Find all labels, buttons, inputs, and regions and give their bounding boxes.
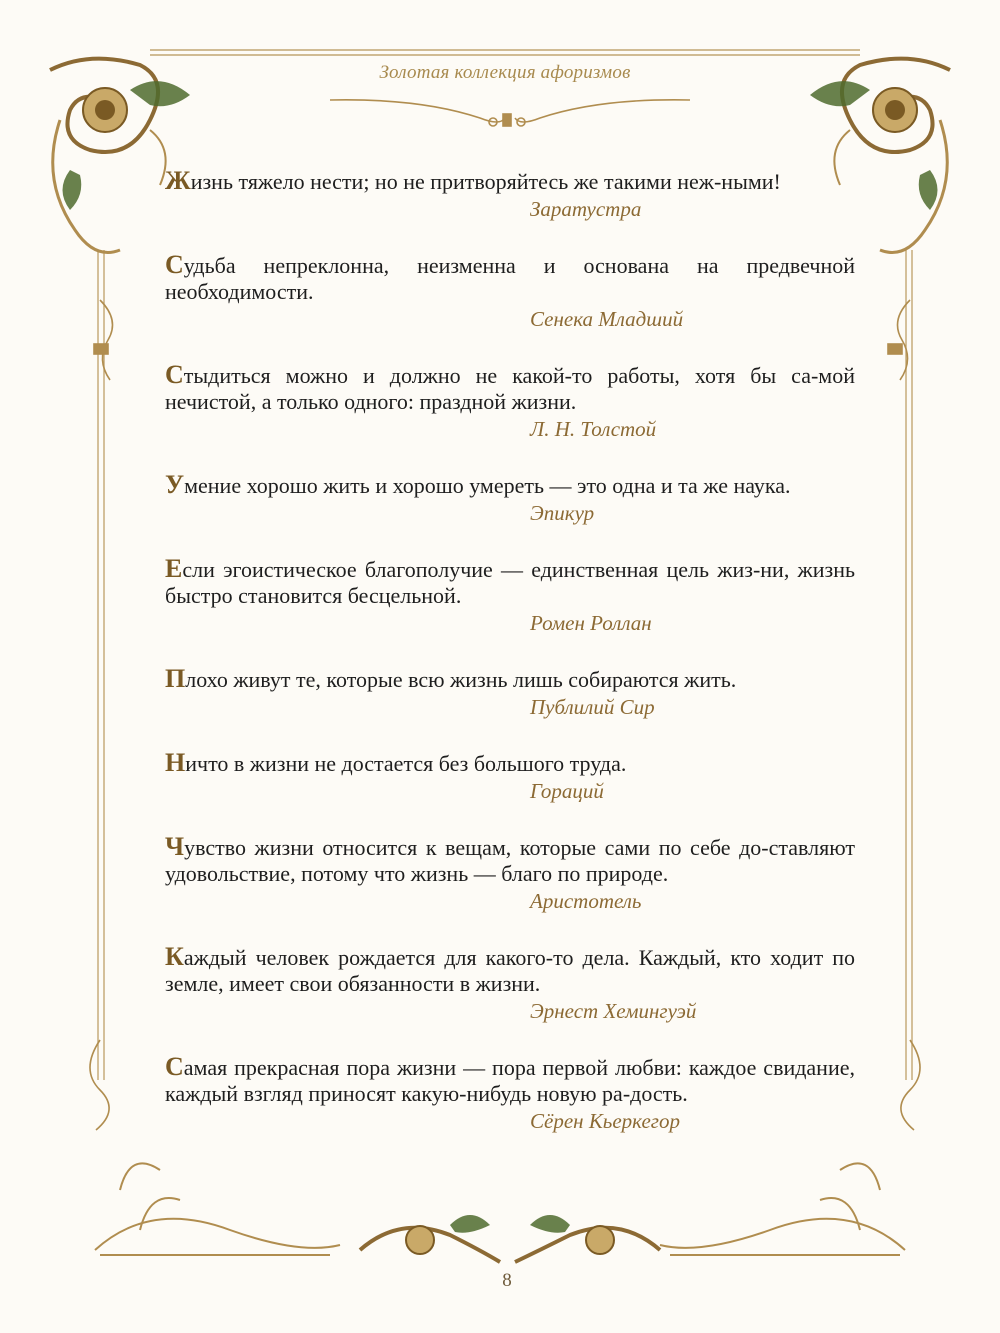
quote-text [165, 556, 855, 609]
quote [165, 834, 855, 914]
drop-initial: С [165, 1052, 184, 1081]
quote-body: мение хорошо жить и хорошо умереть — это одна и та же наука. [184, 473, 791, 498]
quote-body: тыдиться можно и должно не какой-то работы, хотя бы са-мой нечистой, а только одного: праздной жизни. [165, 363, 855, 414]
quote-author: Заратустра [530, 197, 642, 221]
quote-body: ичто в жизни не достается без большого труда. [185, 751, 627, 776]
quote [165, 944, 855, 1024]
quote-body: лохо живут те, которые всю жизнь лишь собираются жить. [185, 667, 737, 692]
quote-text [165, 1054, 855, 1107]
quote-author: Аристотель [530, 889, 642, 913]
quote-author: Сенека Младший [530, 307, 684, 331]
quote [165, 666, 855, 720]
quote-body: удьба непреклонна, неизменна и основана на предвечной необходимости. [165, 253, 855, 304]
quote [165, 472, 855, 526]
quote-author: Публилий Сир [530, 695, 655, 719]
quote [165, 252, 855, 332]
quote-author: Сёрен Кьеркегор [530, 1109, 680, 1133]
quote-text [165, 472, 855, 499]
drop-initial: К [165, 942, 184, 971]
quote-text [165, 944, 855, 997]
quote-author: Эпикур [530, 501, 595, 525]
ornament-corner-icon [360, 1215, 660, 1262]
quote-body: амая прекрасная пора жизни — пора первой любви: каждое свидание, каждый взгляд приносят какую-нибудь новую ра-дость. [165, 1055, 855, 1106]
quote-author: Ромен Роллан [530, 611, 652, 635]
drop-initial: Е [165, 554, 183, 583]
quote-text [165, 666, 855, 693]
drop-initial: Н [165, 748, 186, 777]
quote [165, 1054, 855, 1134]
drop-initial: С [165, 250, 184, 279]
quote-body: увство жизни относится к вещам, которые сами по себе до-ставляют удовольствие, потому что жизнь — благо по природе. [165, 835, 855, 886]
quote-author: Эрнест Хемингуэй [530, 999, 697, 1023]
ornament-flourish-icon [95, 1163, 340, 1255]
quote-body: изнь тяжело нести; но не притворяйтесь же такими неж-ными! [190, 169, 781, 194]
quote-author: Гораций [530, 779, 604, 803]
quote-body: аждый человек рождается для какого-то дела. Каждый, кто ходит по земле, имеет свои обязанности в жизни. [165, 945, 855, 996]
quote-text [165, 168, 855, 195]
quote [165, 168, 855, 222]
running-head: Золотая коллекция афоризмов [379, 62, 631, 83]
quote [165, 556, 855, 636]
quote-body: сли эгоистическое благополучие — единственная цель жиз-ни, жизнь быстро становится бесцельной. [165, 557, 855, 608]
ornament-flourish-icon [330, 100, 690, 126]
drop-initial: У [165, 470, 185, 499]
drop-initial: Ч [165, 832, 185, 861]
quotes-list [165, 168, 855, 1134]
quote-author: Л. Н. Толстой [530, 417, 657, 441]
drop-initial: С [165, 360, 184, 389]
quote-text [165, 362, 855, 415]
drop-initial: П [165, 664, 186, 693]
quote-text [165, 750, 855, 777]
ornament-flourish-icon [660, 1163, 905, 1255]
drop-initial: Ж [165, 166, 191, 195]
page-number: 8 [502, 1270, 512, 1291]
quote [165, 750, 855, 804]
quote-text [165, 252, 855, 305]
quote [165, 362, 855, 442]
quote-text [165, 834, 855, 887]
